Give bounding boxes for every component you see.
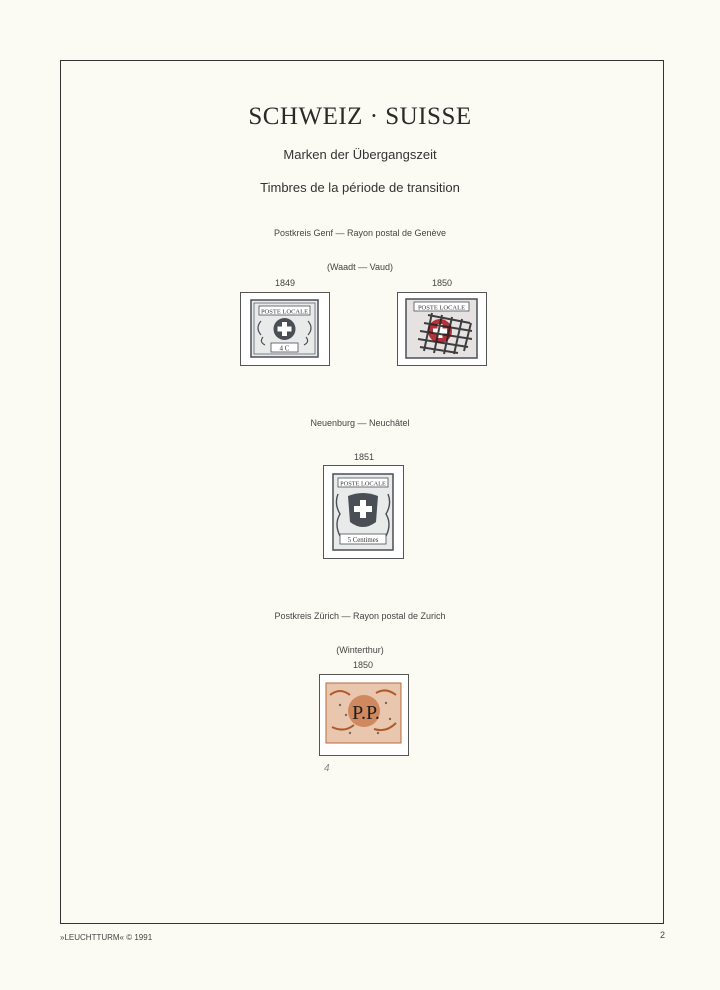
stamp-top-text: POSTE LOCALE xyxy=(417,304,466,312)
stamp-mount xyxy=(319,674,409,756)
subtitle-german: Marken der Übergangszeit xyxy=(283,147,437,162)
page-number: 2 xyxy=(660,930,666,940)
stamp-winterthur-image xyxy=(320,675,407,754)
pencil-note: 4 xyxy=(324,763,330,774)
stamp-vaud-1850-image xyxy=(398,293,485,364)
subtitle-french: Timbres de la période de transition xyxy=(260,180,460,195)
section-subheading-vaud: (Waadt — Vaud) xyxy=(326,262,394,272)
stamp-year: 1850 xyxy=(432,278,453,288)
footer-brand: »LEUCHTTURM« © 1991 xyxy=(60,933,153,942)
stamp-year: 1851 xyxy=(354,452,375,462)
stamp-top-text: POSTE LOCALE xyxy=(340,480,386,488)
stamp-neuchatel-5c-image xyxy=(324,466,402,557)
section-heading-neuchatel: Neuenburg — Neuchâtel xyxy=(310,418,410,428)
stamp-value-text: 4 C xyxy=(279,344,290,353)
stamp-value-text: 5 Centimes xyxy=(347,537,379,544)
stamp-vaud-4c-image xyxy=(241,293,328,364)
stamp-mount xyxy=(323,465,404,559)
stamp-mount xyxy=(240,292,330,366)
section-subheading-winterthur: (Winterthur) xyxy=(336,645,384,655)
stamp-year: 1849 xyxy=(275,278,296,288)
page-title: SCHWEIZ · SUISSE xyxy=(248,103,472,130)
section-heading-geneva: Postkreis Genf — Rayon postal de Genève xyxy=(273,228,447,238)
stamp-mount xyxy=(397,292,487,366)
stamp-overprint: P.P. xyxy=(352,702,380,724)
stamp-top-text: POSTE LOCALE xyxy=(260,308,309,316)
section-heading-zurich: Postkreis Zürich — Rayon postal de Zurich xyxy=(274,611,446,621)
stamp-year: 1850 xyxy=(353,660,374,670)
